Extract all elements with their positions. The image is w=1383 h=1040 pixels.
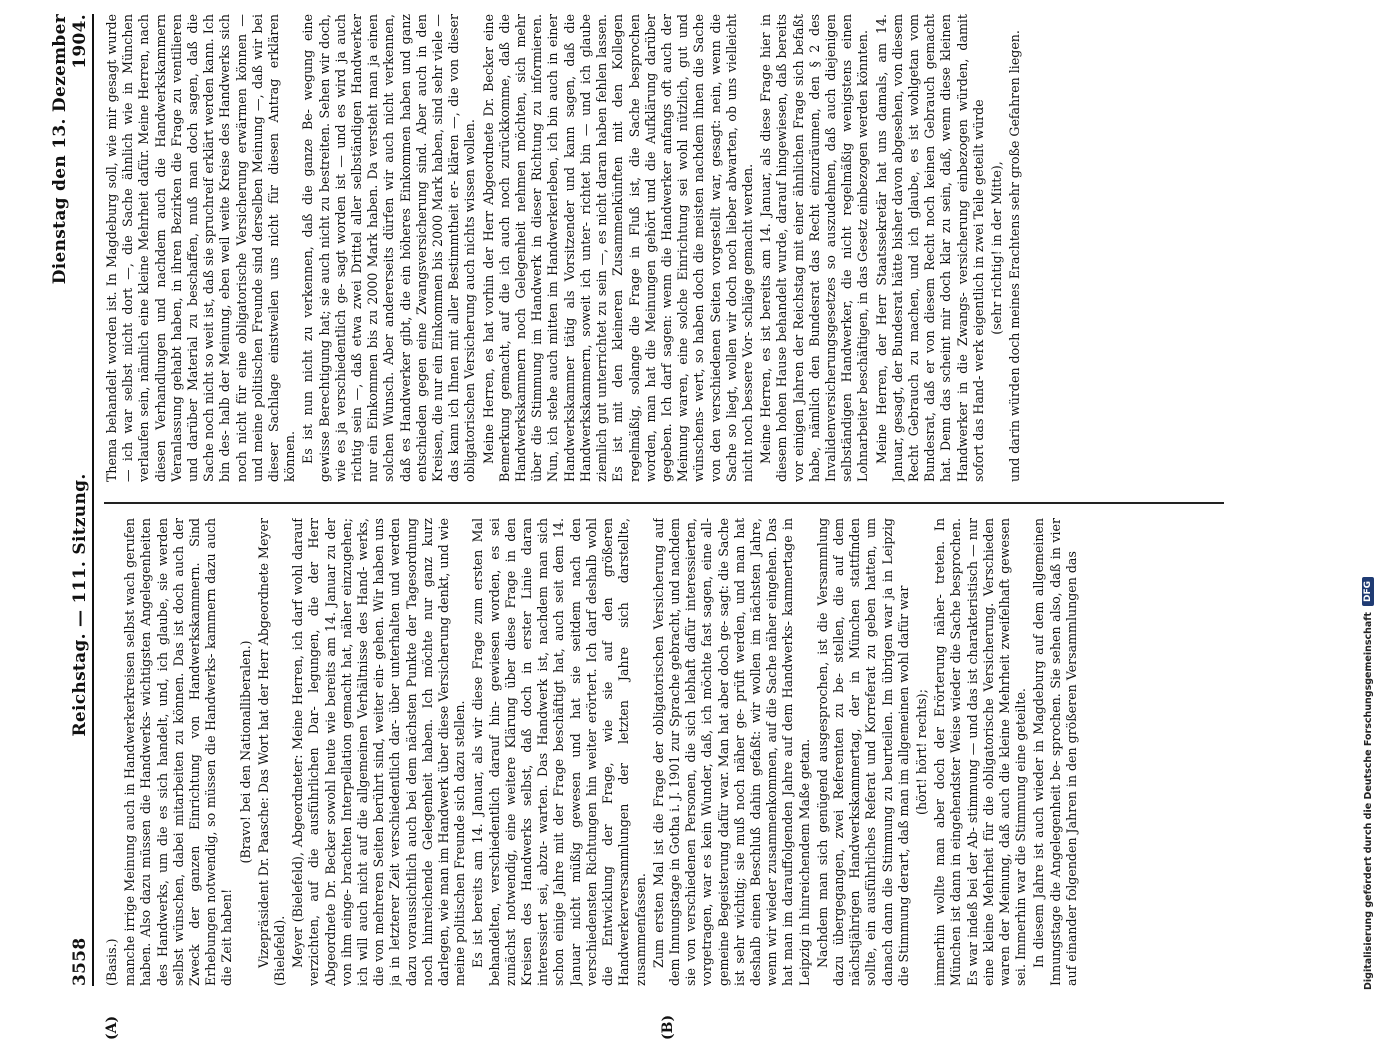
page-header: [50, 14, 90, 986]
margin-marker-b: (B): [660, 1014, 676, 1040]
text-paragraph: Meyer (Bielefeld), Abgeordneter: Meine Herren, ich darf wohl darauf verzichten, auf die ausführlichen Dar- legungen, die der Herr Abgeordnete Dr. Becker sowohl heute wie bereits am 14. Januar zu der von ihm einge- brachten Interpellation gemacht hat, näher einzugehen; ich will auch nicht auf die allgemeinen Verhältnisse des Hand- werks, die von mehreren Seiten berührt sind, weiter ein- gehen. Wir haben uns ja in letzterer Zeit verschiedentlich dar- über unterhalten und werden dazu voraussichtlich auch bei dem nächsten Punkte der Tagesordnung noch hinreichende Gelegenheit haben. Ich möchte nur ganz kurz darlegen, wie man im Handwerk über diese Versicherung denkt, und wie meine politischen Freunde sich dazu stellen.: [290, 518, 468, 986]
interjection: (hört! hört! rechts);: [913, 689, 929, 815]
text-paragraph: Meine Herren, es ist bereits am 14. Januar, als diese Frage hier in diesem hohen Hause behandelt wurde, darauf hingewiesen, daß bereits vor einigen Jahren der Reichstag mit einer ähnlichen Frage sich befaßt habe, nämlich den Bundesrat das Recht einzuräumen, den § 2 des Invalidenversicherungsgesetzes so auszudehnen, daß auch diejenigen selbständigen Handwerker, die nicht regelmäßig wenigstens einen Lohnarbeiter beschäftigen, in das Gesetz einbezogen werden könnten.: [758, 14, 871, 482]
text-paragraph: manche irrige Meinung auch in Handwerkerkreisen selbst wach gerufen haben. Also dazu müssen die Handwerks- wichtigsten Angelegenheiten des Handwerks, um die es sich handelt, und, ich glaube, sie werden selbst wünschen, dabei mitarbeiten zu können. Das ist doch auch der Zweck der ganzen Einrichtung von Handwerkskammern. Sind Erhebungen notwendig, so müssen die Handwerks- kammern dazu auch die Zeit haben!: [122, 518, 235, 986]
text-paragraph: Zum ersten Mal ist die Frage der obligatorischen Versicherung auf dem Innungstage in Gotha i. J. 1901 zur Sprache gebracht, und nachdem sie von verschiedenen Personen, die sich lebhaft dafür interessierten, vorgetragen, war es kein Wunder, daß, ich möchte fast sagen, eine all- gemeine Begeisterung dafür war. Man hat aber doch ge- sagt: die Sache ist sehr wichtig; sie muß noch näher ge- prüft werden, und man hat deshalb einen Beschluß dahin gefaßt: wir wollen im nächsten Jahre, wenn wir wieder zusammenkommen, auf die Sache näher eingehen. Das hat man im darauffolgenden Jahre auf dem Handwerks- kammertage in Leipzig in hinreichendem Maße getan.: [650, 518, 812, 986]
session-date: Dienstag den 13. Dezember 1904.: [50, 14, 90, 285]
page-number: 3558: [70, 937, 90, 986]
speaker-continuation-label: (Basis.): [104, 938, 119, 986]
document-page: [50, 0, 1350, 1040]
running-title: Reichstag. — 111. Sitzung.: [70, 473, 90, 737]
column-divider: [104, 503, 1224, 505]
interjection: (Bravo! bei den Nationalliberalen.): [237, 640, 253, 864]
text-paragraph: In diesem Jahre ist auch wieder in Magdeburg auf dem allgemeinen Innungstage die Angelegenheit be- sprochen. Sie sehen also, daß in vier auf einander folgenden Jahren in den größeren Versammlungen das: [1031, 518, 1079, 986]
digitization-credit: [1360, 10, 1376, 990]
text-paragraph: immerhin wollte man aber doch der Erörterung näher- treten. In München ist dann in eingehendster Weise wieder die Sache besprochen. Es war indeß bei der Ab- stimmung — und das ist charakteristisch — nur eine kleine Mehrheit für die obligatorische Versicherung. Verschieden waren der Meinung, daß auch die kleine Mehrheit zweifelhaft gewesen sei. Immerhin war die Stimmung eine geteilte.: [932, 518, 1029, 986]
text-paragraph: Meine Herren, es hat vorhin der Herr Abgeordnete Dr. Becker eine Bemerkung gemacht, auf die ich auch noch zurückkomme, daß die Handwerkskammern noch Gelegenheit nehmen möchten, sich mehr über die Stimmung im Handwerk in dieser Richtung zu informieren. Nun, ich stehe auch mitten im Handwerkerleben, ich bin auch in einer Handwerkskammer tätig als Vorsitzender und kann sagen, daß die Handwerkskammern, soweit ich unter- richtet bin — und ich glaube ziemlich gut unterrichtet zu sein —, es nicht daran haben fehlen lassen. Es ist mit den kleineren Zusammenkünften mit den Kollegen regelmäßig, solange die Frage in Fluß ist, die Sache besprochen worden, man hat die Meinungen gehört und die Aufklärung darüber gegeben. Ich darf sagen: wenn die Handwerker anfangs oft auch der Meinung waren, eine solche Einrichtung sei wohl nützlich, gut und wünschens- wert, so haben doch die meisten nachdem ihnen die Sache von den verschiedenen Seiten vorgestellt war, gesagt: nein, wenn die Sache so liegt, wollen wir doch noch lieber abwarten, ob uns vielleicht nicht noch bessere Vor- schläge gemacht werden.: [480, 14, 755, 482]
text-paragraph: Thema behandelt worden ist. In Magdeburg soll, wie mir gesagt wurde — ich war selbst nicht dort —, die Sache ähnlich wie in München verlaufen sein, nämlich eine kleine Mehrheit dafür. Meine Herren, nach diesen Verhandlungen und nachdem auch die Handwerkskammern Veranlassung gehabt haben, in ihren Bezirken die Frage zu ventilieren und darüber Material zu beschaffen, muß man doch sagen, daß die Sache noch nicht so weit ist, daß sie spruchreif erklärt werden kann. Ich bin des- halb der Meinung, eben weil weite Kreise des Handwerks sich noch nicht für eine obligatorische Versicherung erwärmen können — und meine politischen Freunde sind derselben Meinung —, daß wir bei dieser Sachlage einstweilen uns nicht für diesen Antrag erklären können.: [104, 14, 298, 482]
margin-marker-a: (A): [104, 1015, 120, 1040]
credit-text: Digitalisierung gefördert durch die Deutsche Forschungsgemeinschaft: [1362, 612, 1374, 990]
speaker-introduction: Vizepräsident Dr. Paasche: Das Wort hat der Herr Abgeordnete Meyer (Bielefeld).: [255, 518, 288, 986]
text-paragraph: Meine Herren, der Herr Staatssekretär hat uns damals, am 14. Januar, gesagt, der Bundesrat hätte bisher davon abgesehen, von diesem Recht Gebrauch zu machen, und ich glaube, es ist wohlgetan vom Bundesrat, daß er von diesem Recht noch keinen Gebrauch gemacht hat. Denn das scheint mir doch klar zu sein, daß, wenn diese kleinen Handwerker in die Zwangs- versicherung einbezogen würden, damit sofort das Hand- werk eigentlich in zwei Teile geteilt würde: [873, 14, 986, 482]
header-rule: [92, 14, 94, 986]
text-paragraph: Es ist bereits am 14. Januar, als wir diese Frage zum ersten Mal behandelten, verschiedentlich darauf hin- gewiesen worden, es sei zunächst notwendig, eine weitere Klärung über diese Frage in den Kreisen des Handwerks selbst, daß doch in erster Linie daran interessiert sei, abzu- warten. Das Handwerk ist, nachdem man sich schon einige Jahre mit der Frage beschäftigt hat, auch seit dem 14. Januar nicht müßig gewesen und hat sie seitdem nach den verschiedensten Richtungen hin weiter erörtert. Ich darf deshalb wohl die Entwicklung der Frage, wie sie auf den größeren Handwerkerversammlungen der letzten Jahre sich darstellte, zusammenfassen.: [470, 518, 648, 986]
text-paragraph: Nachdem man sich genügend ausgesprochen, ist die Versammlung dazu übergegangen, zwei Referenten zu be- stellen, die auf dem nächstjährigen Handwerkskammertag, der in München stattfinden sollte, ein ausführliches Referat und Korreferat zu geben hatten, um danach dann die Stimmung zu beurteilen. Im übrigen war ja in Leipzig die Stimmung derart, daß man im allgemeinen wohl dafür war: [814, 518, 911, 986]
left-text-column: [104, 518, 1304, 986]
right-text-column: [104, 14, 1304, 482]
text-paragraph: und darin würden doch meines Erachtens sehr große Gefahren liegen.: [1007, 30, 1023, 482]
text-paragraph: Es ist nun nicht zu verkennen, daß die ganze Be- wegung eine gewisse Berechtigung hat; sie auch nicht zu bestreiten. Sehen wir doch, wie es ja verschiedentlich ge- sagt worden ist — und es wird ja auch richtig sein —, daß etwa zwei Drittel aller selbständigen Handwerker nur ein Einkommen bis zu 2000 Mark haben. Da versteht man ja einen solchen Wunsch. Aber andererseits dürfen wir auch nicht verkennen, daß es Handwerker gibt, die ein höheres Einkommen haben und ganz entschieden gegen eine Zwangsversicherung sind. Aber auch in den Kreisen, die nur ein Einkommen bis 2000 Mark haben, sind sehr viele — das kann ich Ihnen mit aller Bestimmtheit er- klären —, die von dieser obligatorischen Versicherung auch nichts wissen wollen.: [300, 14, 478, 482]
dfg-logo: DFG: [1362, 577, 1374, 606]
interjection: (sehr richtig! in der Mitte),: [988, 161, 1004, 335]
